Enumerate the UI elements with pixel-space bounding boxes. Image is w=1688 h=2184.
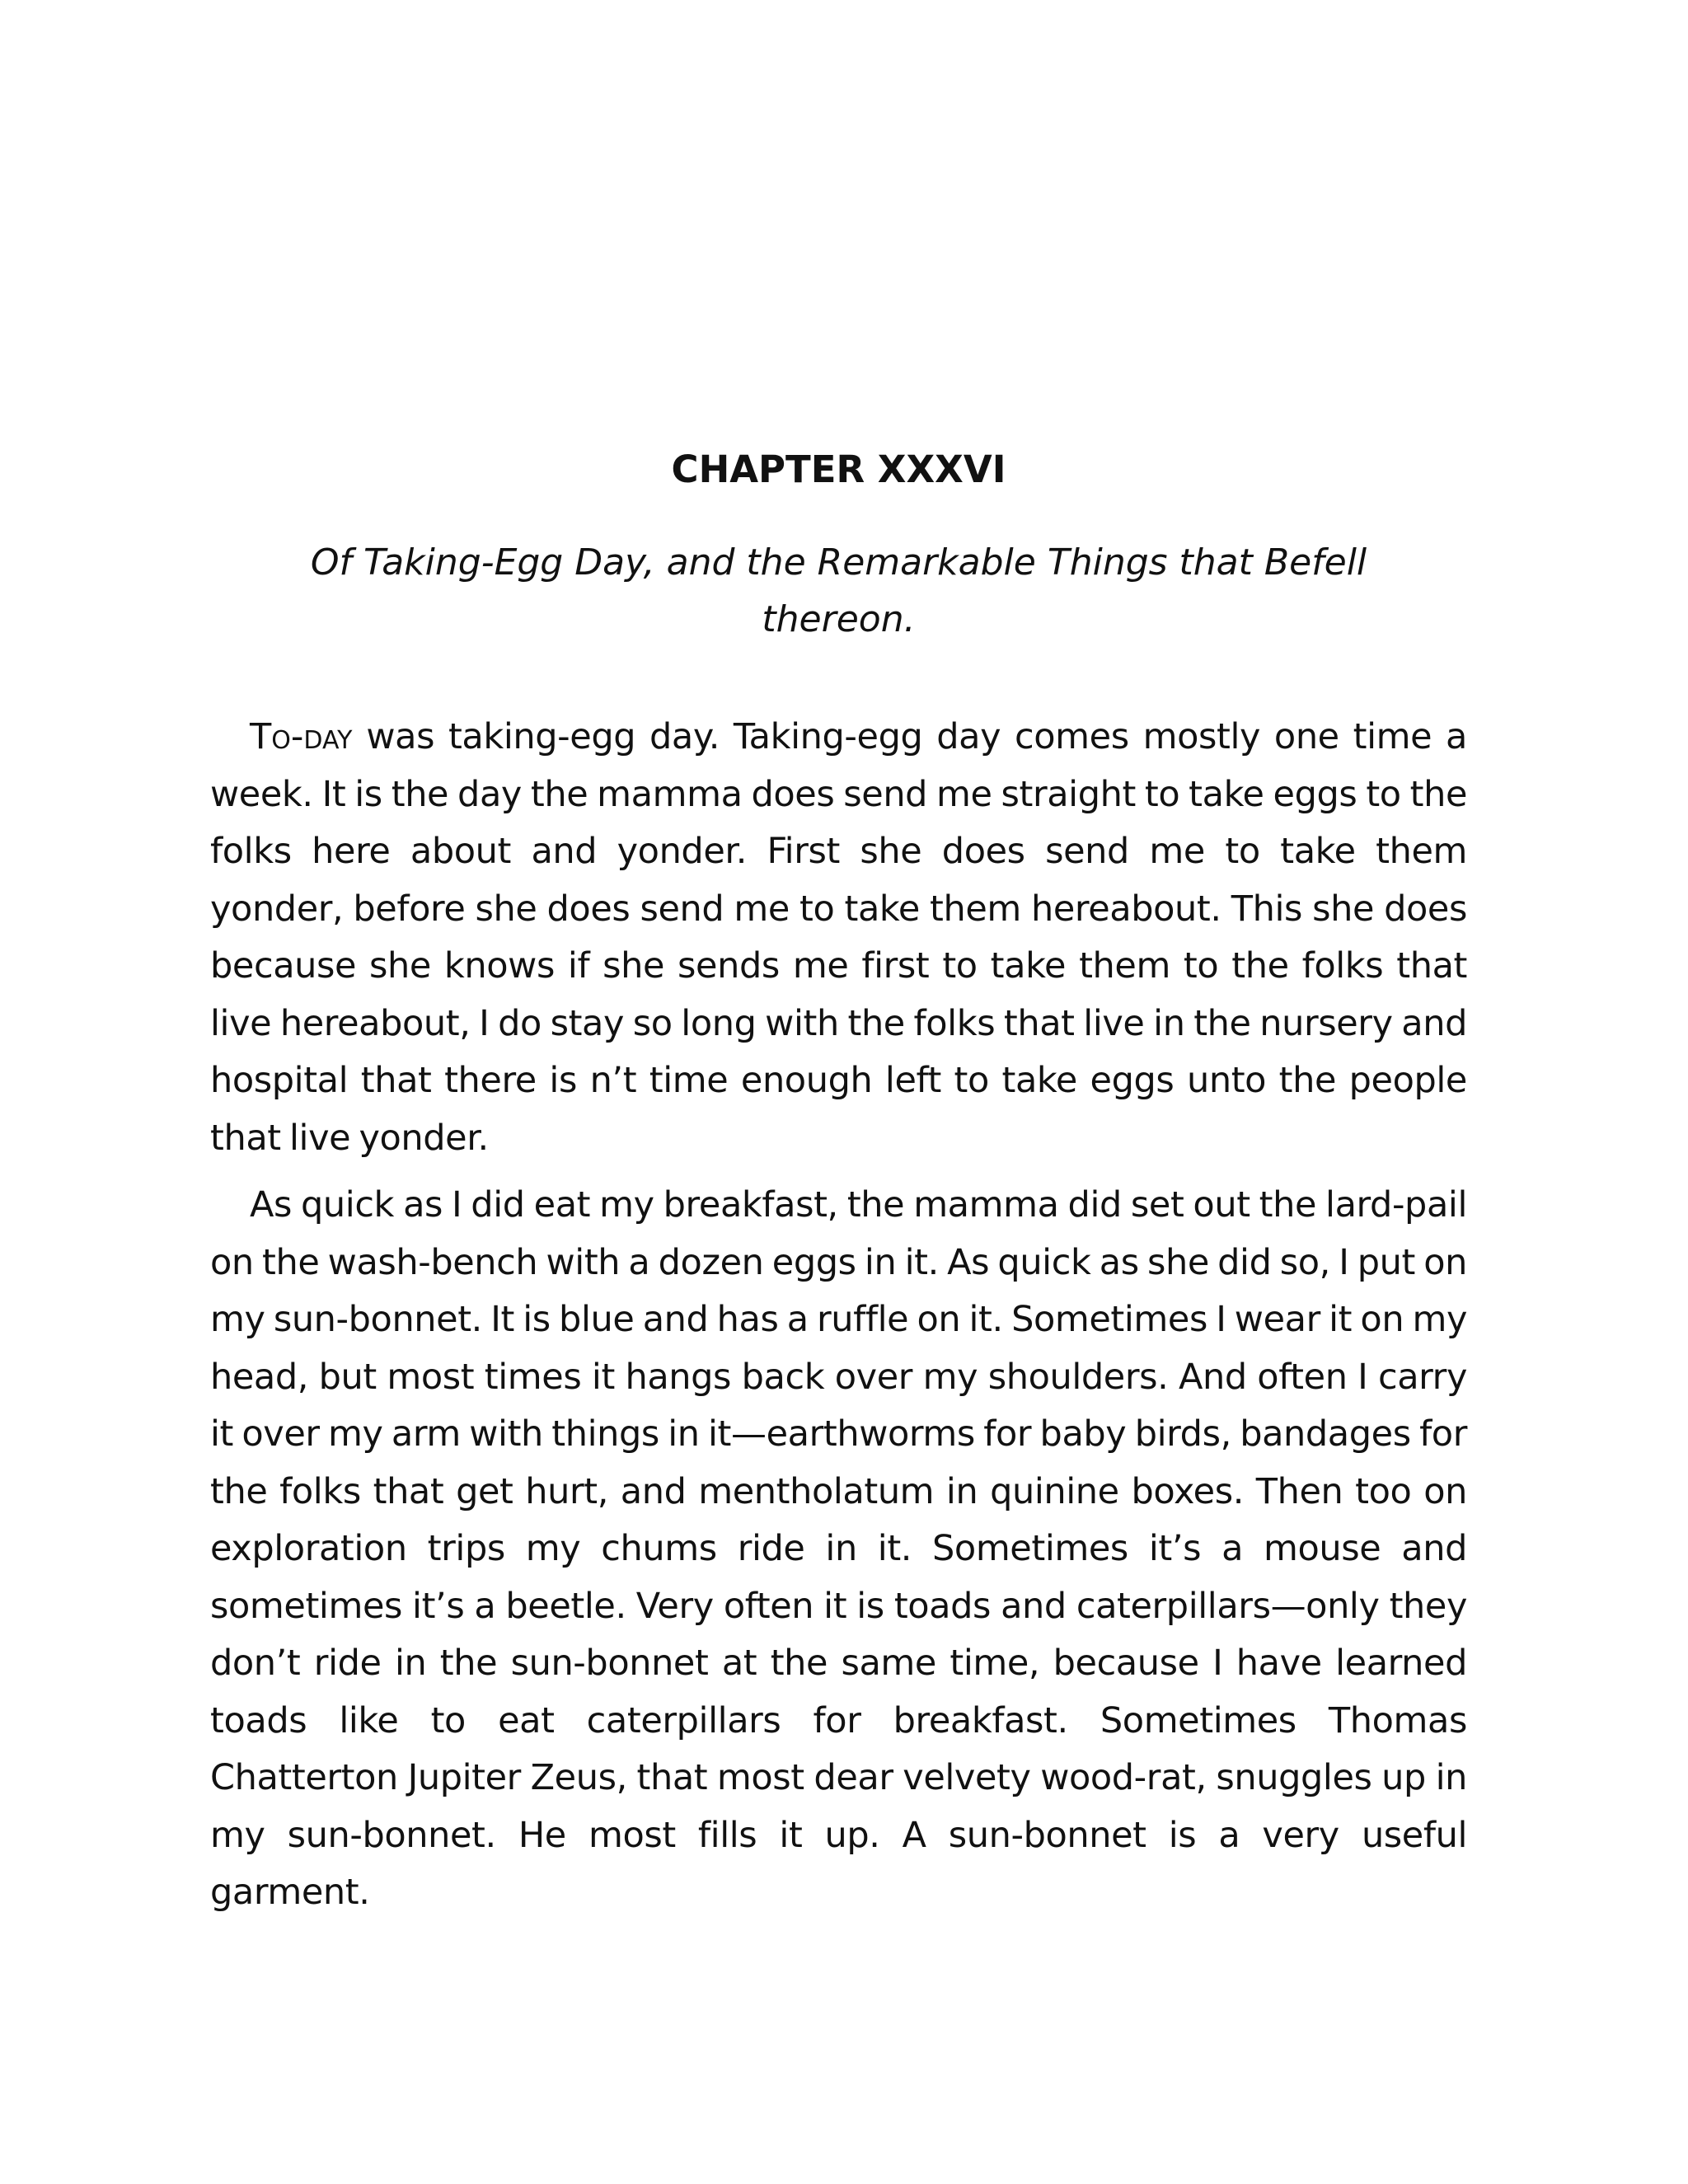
chapter-subtitle-line-2: thereon. [762, 598, 916, 640]
paragraph-1 [210, 709, 1467, 1167]
paragraph-2: As quick as I did eat my breakfast, the mamma did set out the lard-pail on the wash-bench with a dozen eggs in it. As quick as she did so, I put on my sun-bonnet. It is blue and has a ruffle on it. Sometimes I wear it on my head, but most times it hangs back over my shoulders. And often I carry it over my arm with things in it—earthworms for baby birds, bandages for the folks that get hurt, and mentholatum in quinine boxes. Then too on exploration trips my chums ride in it. Sometimes it’s a mouse and sometimes it’s a beetle. Very often it is toads and caterpillars—only they don’t ride in the sun-bonnet at the same time, because I have learned toads like to eat caterpillars for breakfast. Sometimes Thomas Chatterton Jupiter Zeus, that most dear velvety wood-rat, snuggles up in my sun-bonnet. He most fills it up. A sun-bonnet is a very useful garment. [210, 1184, 1467, 1913]
chapter-body [210, 709, 1467, 1932]
paragraph-1-text: was taking-egg day. Taking-egg day comes mostly one time a week. It is the day the mamma does send me straight to take eggs to the folks here about and yonder. First she does send me to take them yonder, before she does send me to take them hereabout. This she does because she knows if she sends me first to take them to the folks that live hereabout, I do stay so long with the folks that live in the nursery and hospital that there is n’t time enough left to take eggs unto the people that live yonder. [210, 716, 1467, 1159]
chapter-title: CHAPTER XXXVI [671, 448, 1006, 491]
book-page [210, 0, 1467, 2184]
chapter-subtitle [210, 534, 1467, 648]
paragraph-1-lead: To-day [250, 716, 353, 757]
chapter-subtitle-line-1: Of Taking-Egg Day, and the Remarkable Things that Befell [310, 541, 1367, 583]
